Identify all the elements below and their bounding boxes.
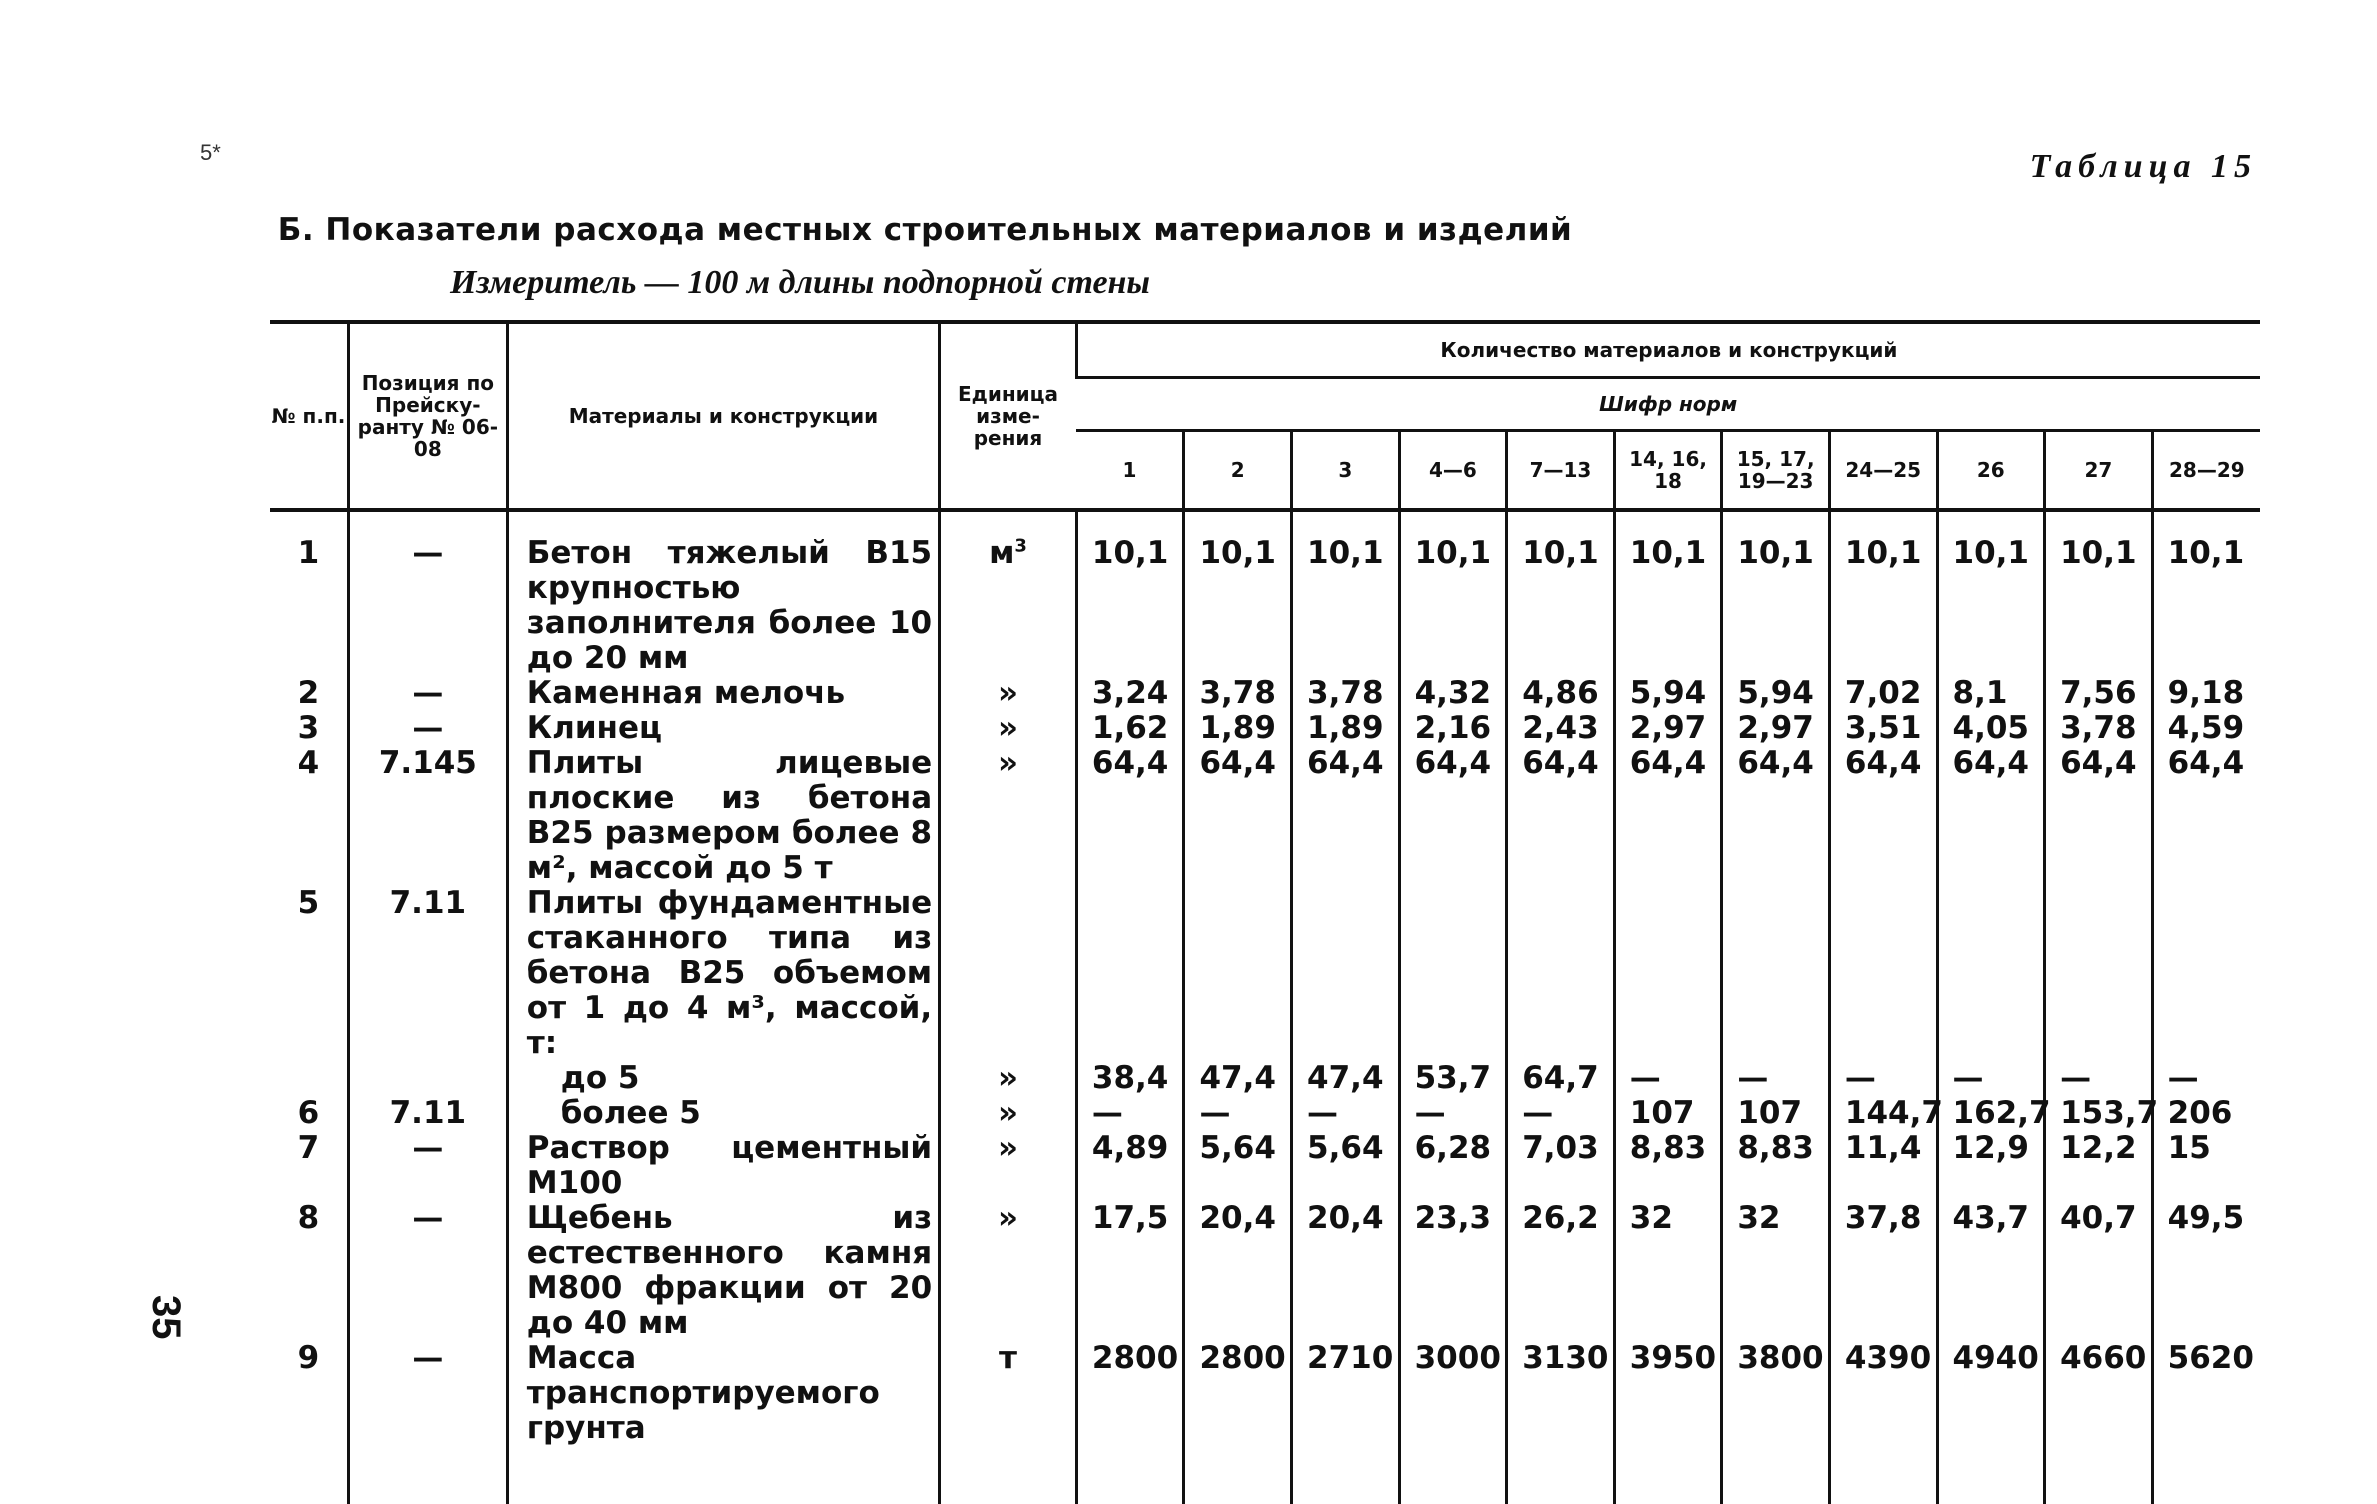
filler-cell xyxy=(1614,1446,1722,1504)
row-value-2: 3,78 xyxy=(1184,676,1292,711)
row-value-7: 3800 xyxy=(1722,1341,1830,1446)
row-value-11: 5620 xyxy=(2152,1341,2260,1446)
row-value-11: 49,5 xyxy=(2152,1201,2260,1341)
row-value-7: 32 xyxy=(1722,1201,1830,1341)
row-position: — xyxy=(348,711,507,746)
table-row xyxy=(270,1131,2260,1201)
row-value-6 xyxy=(1614,886,1722,1061)
row-value-6: 8,83 xyxy=(1614,1131,1722,1201)
row-value-4: 2,16 xyxy=(1399,711,1507,746)
table-filler-row xyxy=(270,1446,2260,1504)
header-code-9: 26 xyxy=(1937,431,2045,511)
row-value-10: 153,7 xyxy=(2045,1096,2153,1131)
row-number: 1 xyxy=(297,535,320,571)
row-value-5: 7,03 xyxy=(1507,1131,1615,1201)
row-value-11: 206 xyxy=(2152,1096,2260,1131)
filler-cell xyxy=(940,1446,1077,1504)
row-value-5: 64,7 xyxy=(1507,1061,1615,1096)
row-unit: » xyxy=(940,711,1077,746)
row-unit: $м^3$ xyxy=(940,510,1077,676)
row-value-2: 64,4 xyxy=(1184,746,1292,886)
row-position: — xyxy=(348,1201,507,1341)
row-value-7: 8,83 xyxy=(1722,1131,1830,1201)
row-value-10: 40,7 xyxy=(2045,1201,2153,1341)
row-value-6: 3950 xyxy=(1614,1341,1722,1446)
filler-cell xyxy=(1937,1446,2045,1504)
row-value-3: 10,1 xyxy=(1292,510,1400,676)
row-value-5: 4,86 xyxy=(1507,676,1615,711)
table-row xyxy=(270,510,2260,676)
row-value-6: 32 xyxy=(1614,1201,1722,1341)
row-value-5: 10,1 xyxy=(1507,510,1615,676)
row-value-1: 3,24 xyxy=(1076,676,1184,711)
header-code-3: 3 xyxy=(1292,431,1400,511)
row-value-3: 64,4 xyxy=(1292,746,1400,886)
row-value-5 xyxy=(1507,886,1615,1061)
filler-cell xyxy=(348,1446,507,1504)
row-unit: » xyxy=(940,1131,1077,1201)
filler-cell xyxy=(2152,1446,2260,1504)
header-code: Шифр норм xyxy=(1076,378,2260,431)
row-value-8: 64,4 xyxy=(1829,746,1937,886)
row-position: — xyxy=(348,510,507,676)
row-material: более 5 xyxy=(507,1096,939,1131)
row-value-7: 2,97 xyxy=(1722,711,1830,746)
row-value-1: 38,4 xyxy=(1076,1061,1184,1096)
row-value-10: 10,1 xyxy=(2045,510,2153,676)
header-position: Позиция по Прейску- ранту № 06-08 xyxy=(348,322,507,510)
row-value-9: — xyxy=(1937,1061,2045,1096)
row-value-9: 4,05 xyxy=(1937,711,2045,746)
row-number: 5 xyxy=(297,885,320,921)
filler-cell xyxy=(2045,1446,2153,1504)
row-value-10: 4660 xyxy=(2045,1341,2153,1446)
row-material: до 5 xyxy=(507,1061,939,1096)
row-material: Клинец xyxy=(507,711,939,746)
row-value-8: 10,1 xyxy=(1829,510,1937,676)
header-num: № п.п. xyxy=(270,322,348,510)
header-code-10: 27 xyxy=(2045,431,2153,511)
row-number xyxy=(270,1061,348,1096)
row-value-10: 7,56 xyxy=(2045,676,2153,711)
filler-cell xyxy=(1184,1446,1292,1504)
header-code-7: 15, 17, 19—23 xyxy=(1722,431,1830,511)
row-value-9: 10,1 xyxy=(1937,510,2045,676)
row-value-4: 6,28 xyxy=(1399,1131,1507,1201)
row-value-3: 2710 xyxy=(1292,1341,1400,1446)
row-value-4: 53,7 xyxy=(1399,1061,1507,1096)
row-value-9: 4940 xyxy=(1937,1341,2045,1446)
table-row xyxy=(270,711,2260,746)
table-row xyxy=(270,1061,2260,1096)
row-position: — xyxy=(348,1131,507,1201)
row-value-3 xyxy=(1292,886,1400,1061)
row-value-8: 11,4 xyxy=(1829,1131,1937,1201)
row-value-4: — xyxy=(1399,1096,1507,1131)
row-value-6: 5,94 xyxy=(1614,676,1722,711)
row-value-3: 5,64 xyxy=(1292,1131,1400,1201)
row-value-9: 162,7 xyxy=(1937,1096,2045,1131)
row-value-6: — xyxy=(1614,1061,1722,1096)
document-subtitle: Измеритель — 100 м длины подпорной стены xyxy=(449,264,1151,301)
row-value-4: 10,1 xyxy=(1399,510,1507,676)
table-body xyxy=(270,510,2260,1504)
row-value-8: 37,8 xyxy=(1829,1201,1937,1341)
row-material: Плиты фундаментные стаканного типа из бетона В25 объемом от 1 до 4 м³, массой, т: xyxy=(507,886,939,1061)
row-value-1 xyxy=(1076,886,1184,1061)
row-value-2: 20,4 xyxy=(1184,1201,1292,1341)
row-value-5: — xyxy=(1507,1096,1615,1131)
row-value-2: 10,1 xyxy=(1184,510,1292,676)
row-material: Раствор цементный М100 xyxy=(507,1131,939,1201)
page-number: 35 xyxy=(144,1295,188,1340)
row-value-11: 64,4 xyxy=(2152,746,2260,886)
filler-cell xyxy=(1292,1446,1400,1504)
row-unit: » xyxy=(940,1201,1077,1341)
header-code-11: 28—29 xyxy=(2152,431,2260,511)
row-value-3: — xyxy=(1292,1096,1400,1131)
row-value-11: 4,59 xyxy=(2152,711,2260,746)
row-unit xyxy=(940,886,1077,1061)
table-label: Таблица 15 xyxy=(2029,148,2257,185)
row-value-2: 47,4 xyxy=(1184,1061,1292,1096)
row-unit: » xyxy=(940,1061,1077,1096)
row-material: Бетон тяжелый В15 крупностью заполнителя более 10 до 20 мм xyxy=(507,510,939,676)
row-position: — xyxy=(348,1341,507,1446)
row-value-9: 8,1 xyxy=(1937,676,2045,711)
row-number: 3 xyxy=(297,710,320,746)
row-value-9: 64,4 xyxy=(1937,746,2045,886)
row-position xyxy=(348,1061,507,1096)
filler-cell xyxy=(1399,1446,1507,1504)
row-value-7: 5,94 xyxy=(1722,676,1830,711)
row-value-1: 4,89 xyxy=(1076,1131,1184,1201)
row-value-2: 2800 xyxy=(1184,1341,1292,1446)
row-value-11: 9,18 xyxy=(2152,676,2260,711)
row-value-2: 1,89 xyxy=(1184,711,1292,746)
header-unit: Единица изме- рения xyxy=(940,322,1077,510)
row-value-9 xyxy=(1937,886,2045,1061)
row-value-10 xyxy=(2045,886,2153,1061)
row-value-8: 7,02 xyxy=(1829,676,1937,711)
row-unit: » xyxy=(940,1096,1077,1131)
table-row xyxy=(270,886,2260,1061)
row-value-6: 2,97 xyxy=(1614,711,1722,746)
row-position: — xyxy=(348,676,507,711)
row-value-11: 10,1 xyxy=(2152,510,2260,676)
unit-superscript: 3 xyxy=(1014,535,1027,557)
row-value-5: 26,2 xyxy=(1507,1201,1615,1341)
row-number: 6 xyxy=(297,1095,320,1131)
row-value-11: — xyxy=(2152,1061,2260,1096)
materials-table xyxy=(270,320,2260,1504)
row-material: Каменная мелочь xyxy=(507,676,939,711)
row-value-8: 4390 xyxy=(1829,1341,1937,1446)
row-value-4: 4,32 xyxy=(1399,676,1507,711)
row-value-1: 2800 xyxy=(1076,1341,1184,1446)
table-row xyxy=(270,1201,2260,1341)
row-material: Щебень из естественного камня М800 фракции от 20 до 40 мм xyxy=(507,1201,939,1341)
row-number: 7 xyxy=(297,1130,320,1166)
row-material: Плиты лицевые плоские из бетона В25 размером более 8 м², массой до 5 т xyxy=(507,746,939,886)
table-row xyxy=(270,676,2260,711)
row-value-5: 64,4 xyxy=(1507,746,1615,886)
row-value-6: 64,4 xyxy=(1614,746,1722,886)
header-quantity: Количество материалов и конструкций xyxy=(1076,322,2260,378)
row-unit: » xyxy=(940,746,1077,886)
header-code-6: 14, 16, 18 xyxy=(1614,431,1722,511)
table-row xyxy=(270,1096,2260,1131)
row-value-4: 3000 xyxy=(1399,1341,1507,1446)
row-value-1: 17,5 xyxy=(1076,1201,1184,1341)
row-value-8: — xyxy=(1829,1061,1937,1096)
row-value-1: — xyxy=(1076,1096,1184,1131)
row-value-3: 1,89 xyxy=(1292,711,1400,746)
row-value-10: 3,78 xyxy=(2045,711,2153,746)
row-value-5: 2,43 xyxy=(1507,711,1615,746)
row-value-9: 43,7 xyxy=(1937,1201,2045,1341)
filler-cell xyxy=(507,1446,939,1504)
row-value-3: 47,4 xyxy=(1292,1061,1400,1096)
row-value-11 xyxy=(2152,886,2260,1061)
row-value-2 xyxy=(1184,886,1292,1061)
table-header xyxy=(270,322,2260,510)
row-value-4: 23,3 xyxy=(1399,1201,1507,1341)
filler-cell xyxy=(1076,1446,1184,1504)
row-unit: т xyxy=(940,1341,1077,1446)
row-value-7 xyxy=(1722,886,1830,1061)
row-value-8 xyxy=(1829,886,1937,1061)
filler-cell xyxy=(270,1446,348,1504)
header-code-4: 4—6 xyxy=(1399,431,1507,511)
row-value-7: 64,4 xyxy=(1722,746,1830,886)
row-value-10: 12,2 xyxy=(2045,1131,2153,1201)
row-value-4: 64,4 xyxy=(1399,746,1507,886)
filler-cell xyxy=(1829,1446,1937,1504)
row-value-10: 64,4 xyxy=(2045,746,2153,886)
row-value-6: 10,1 xyxy=(1614,510,1722,676)
row-value-11: 15 xyxy=(2152,1131,2260,1201)
row-value-3: 3,78 xyxy=(1292,676,1400,711)
header-code-2: 2 xyxy=(1184,431,1292,511)
header-code-1: 1 xyxy=(1076,431,1184,511)
row-value-3: 20,4 xyxy=(1292,1201,1400,1341)
row-material: Масса транспортируемого грунта xyxy=(507,1341,939,1446)
row-value-9: 12,9 xyxy=(1937,1131,2045,1201)
filler-cell xyxy=(1722,1446,1830,1504)
row-value-1: 64,4 xyxy=(1076,746,1184,886)
row-value-7: 10,1 xyxy=(1722,510,1830,676)
row-value-2: 5,64 xyxy=(1184,1131,1292,1201)
row-value-4 xyxy=(1399,886,1507,1061)
document-title: Б. Показатели расхода местных строительных материалов и изделий xyxy=(277,212,1573,248)
row-number: 2 xyxy=(297,675,320,711)
row-value-7: — xyxy=(1722,1061,1830,1096)
header-code-8: 24—25 xyxy=(1829,431,1937,511)
row-position: 7.145 xyxy=(348,746,507,886)
filler-cell xyxy=(1507,1446,1615,1504)
table-row xyxy=(270,1341,2260,1446)
row-value-2: — xyxy=(1184,1096,1292,1131)
header-materials: Материалы и конструкции xyxy=(507,322,939,510)
row-number: 9 xyxy=(297,1340,320,1376)
row-position: 7.11 xyxy=(348,1096,507,1131)
row-value-5: 3130 xyxy=(1507,1341,1615,1446)
row-value-10: — xyxy=(2045,1061,2153,1096)
row-unit: » xyxy=(940,676,1077,711)
row-value-1: 1,62 xyxy=(1076,711,1184,746)
row-value-8: 144,7 xyxy=(1829,1096,1937,1131)
table-row xyxy=(270,746,2260,886)
row-number: 4 xyxy=(297,745,320,781)
row-value-7: 107 xyxy=(1722,1096,1830,1131)
page-mark: 5* xyxy=(200,140,221,165)
header-code-5: 7—13 xyxy=(1507,431,1615,511)
row-number: 8 xyxy=(297,1200,320,1236)
row-position: 7.11 xyxy=(348,886,507,1061)
row-value-8: 3,51 xyxy=(1829,711,1937,746)
row-value-1: 10,1 xyxy=(1076,510,1184,676)
row-value-6: 107 xyxy=(1614,1096,1722,1131)
